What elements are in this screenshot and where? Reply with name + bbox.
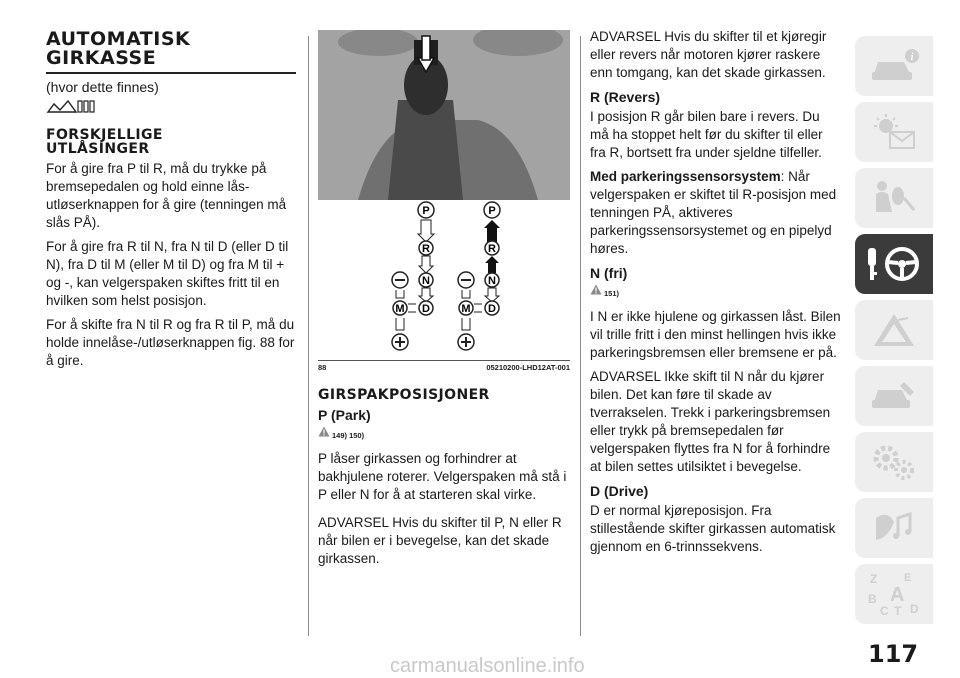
index-letter: C [880,604,889,618]
paragraph: For å skifte fra N til R og fra R til P, må du holde innelåse-/utløserknappen fig. 88 for å gire. [46,317,295,368]
gear-letter-n: N [422,275,430,287]
shift-pattern-diagram [318,200,570,360]
paragraph: I N er ikke hjulene og girkassen låst. Bilen vil trille fritt i den minst hellingen hvis ikke parkeringsbremsen eller bremsene er på. [590,309,841,360]
warning-ref-numbers: 149) 150) [332,431,365,440]
paragraph: D er normal kjøreposisjon. Fra stillestående skifter girkassen automatisk gjennom en 6-trinnssekvens. [590,503,836,554]
middle-column [318,30,570,574]
paragraph: ADVARSEL Hvis du skifter til P, N eller R når bilen er i bevegelse, kan det skade girkassen. [318,515,562,566]
paragraph-parking-sensor [590,168,842,258]
gear-letter-m: M [395,303,405,315]
chapter-tab-multimedia[interactable] [855,498,933,558]
chapter-tab-car-info[interactable] [855,36,933,96]
heading-neutral: N (fri) [590,265,628,281]
warning-lights-icon [868,112,920,152]
section-line-1: FORSKJELLIGE [46,127,163,143]
chapter-tab-starting-driving[interactable] [855,234,933,294]
car-info-icon [868,46,920,86]
section-line-2: UTLÅSINGER [46,141,150,157]
heading-drive: D (Drive) [590,483,649,499]
column-divider [580,36,581,636]
index-letter: D [910,602,919,616]
index-letter: E [904,572,912,584]
multimedia-icon [868,508,920,548]
warning-reference [318,426,570,448]
car-maintenance-icon [868,376,920,416]
emergency-triangle-icon [868,310,920,350]
watermark: carmanualsonline.info [390,655,585,677]
gear-letter-p: P [488,205,496,217]
title-line-1: AUTOMATISK [46,28,191,50]
chapter-tab-safety[interactable] [855,168,933,228]
title-line-2: GIRKASSE [46,47,157,69]
paragraph: I posisjon R går bilen bare i revers. Du må ha stoppet helt før du skifter til eller fra R, bortsett fra under sjeldne tilfeller. [590,109,823,160]
heading-park: P (Park) [318,407,371,423]
gear-letter-r: R [488,243,496,255]
gear-letter-p: P [422,205,430,217]
figure-caption [318,360,570,377]
page-number: 117 [868,640,919,668]
engine-equipment-icon [46,98,300,120]
chapter-tab-maintenance[interactable] [855,366,933,426]
parking-sensor-bold: Med parkeringssensorsystem [590,169,781,184]
page-title [46,30,296,74]
paragraph: For å gire fra P til R, må du trykke på bremsepedalen og hold einne lås-utløserknappen for å gire (tenningen må slås PÅ). [46,161,287,230]
warning-triangle-icon [318,426,330,437]
paragraph: ADVARSEL Ikke skift til N når du kjører bilen. Det kan føre til skade av tverrakselen. Trekk i parkeringsbremsen eller trykk på bremsepedalen før velgerspaken flyttes fra N for å forhindre at bilen settes utilsiktet i bevegelse. [590,369,831,474]
paragraph: For å gire fra R til N, fra N til D (eller D til N), fra D til M (eller M til D) og fra M til + og -, kan velgerspaken skiftes fritt til en hvilken som helst posisjon. [46,239,289,308]
svg-text:i: i [910,52,914,63]
gear-letter-d: D [488,303,496,315]
gear-letter-n: N [488,275,496,287]
paragraph: ADVARSEL Hvis du skifter til et kjøregir eller revers når motoren kjører raskere enn tomgang, kan det skade girkassen. [590,29,827,80]
warning-triangle-icon [590,284,602,295]
index-letter: T [894,604,902,618]
index-letter: A [890,584,905,606]
parking-sensor-text: : Når velgerspaken er skiftet til R-posisjon med tenningen PÅ, aktiveres parkeringssensorsystemet og en pipelyd høres. [590,169,837,256]
figure-88 [318,30,570,370]
gears-icon [868,442,920,482]
warning-reference [590,284,842,306]
left-column [46,30,300,376]
gear-letter-d: D [422,303,430,315]
chapter-tab-technical-data[interactable] [855,432,933,492]
index-letters-icon [864,569,924,619]
subtitle: (hvor dette finnes) [46,79,159,95]
gear-letter-m: M [461,303,471,315]
index-letter: B [868,592,877,606]
key-steering-wheel-icon [864,242,924,286]
gear-shift-photo [318,30,570,200]
chapter-tab-index[interactable] [855,564,933,624]
safety-airbag-icon [868,178,920,218]
gear-letter-r: R [422,243,430,255]
column-divider [308,36,309,636]
chapter-tab-emergency[interactable] [855,300,933,360]
figure-code: 05210200-LHD12AT-001 [486,363,570,372]
paragraph: P låser girkassen og forhindrer at bakhjulene roterer. Velgerspaken må stå i P eller N for å at starteren skal virke. [318,451,567,502]
chapter-tab-warning-lights[interactable] [855,102,933,162]
section-heading-locks [46,128,300,156]
chapter-tabs [855,36,933,630]
index-letter: Z [870,572,878,586]
section-heading-gear-positions: GIRSPAKPOSISJONER [318,387,490,403]
right-column [590,28,842,562]
warning-ref-numbers: 151) [604,289,620,298]
figure-number: 88 [318,363,327,372]
heading-reverse: R (Revers) [590,89,661,105]
